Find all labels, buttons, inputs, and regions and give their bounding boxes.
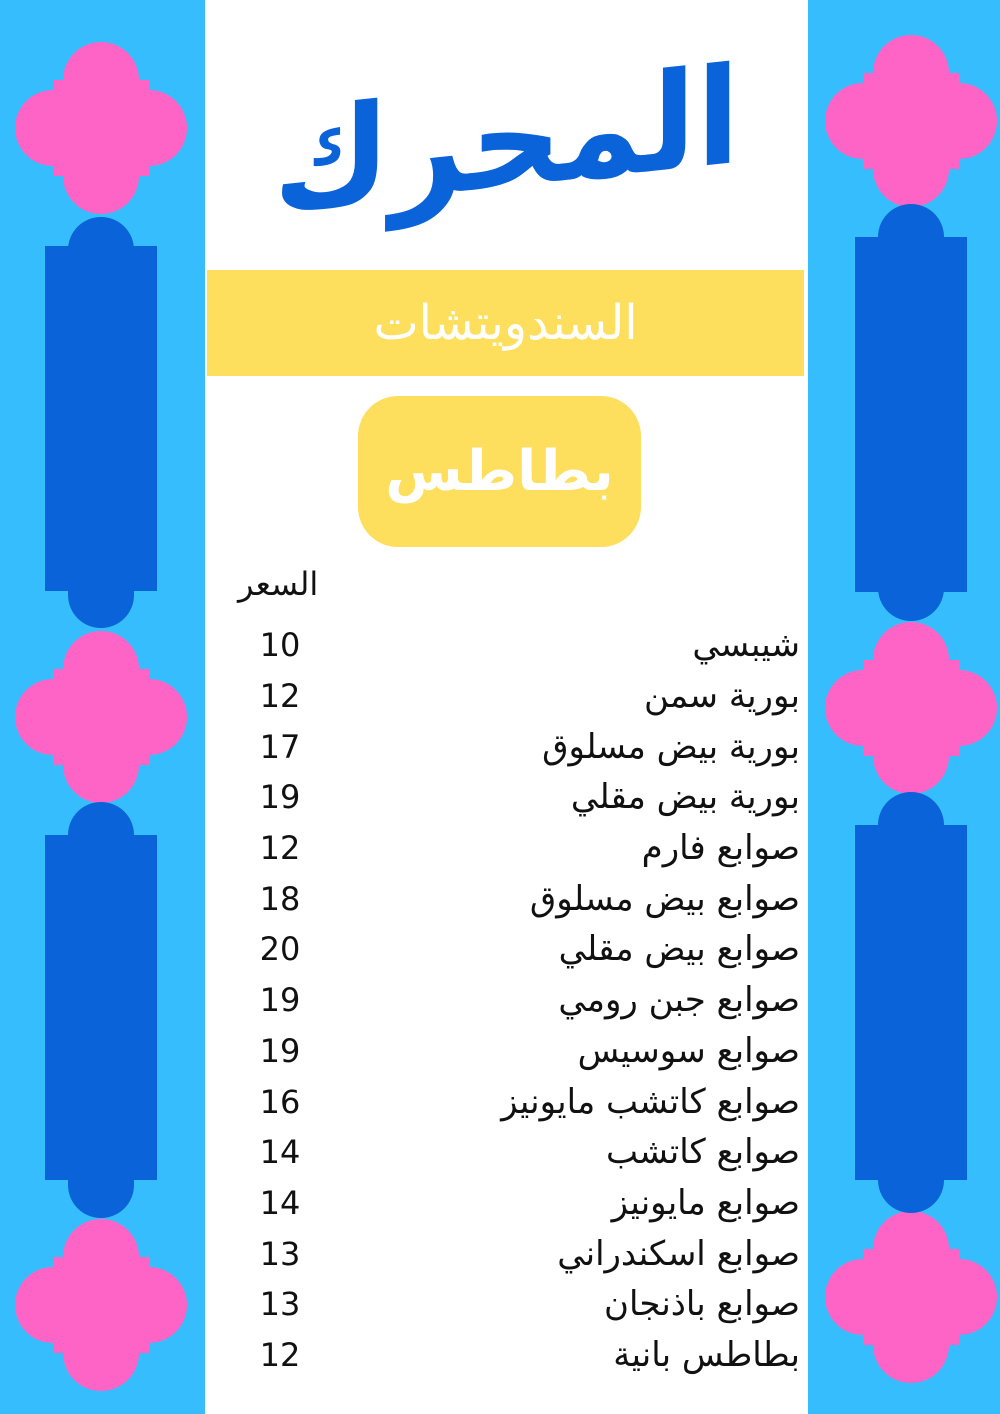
- menu-item: [230, 1026, 800, 1077]
- item-name: صوابع جبن رومي: [558, 980, 800, 1021]
- brand-logo-title: المحرك: [273, 37, 740, 243]
- item-price: 19: [259, 778, 301, 817]
- item-price: 19: [259, 981, 301, 1020]
- item-price: 13: [259, 1234, 301, 1273]
- item-name: شيبسي: [692, 625, 800, 666]
- category-badge: [358, 396, 641, 547]
- item-name: صوابع سوسيس: [577, 1030, 800, 1071]
- section-banner: [207, 270, 804, 376]
- item-price: 14: [259, 1183, 301, 1222]
- menu-item: [230, 1178, 800, 1229]
- item-price: 16: [259, 1082, 301, 1121]
- menu-item: [230, 873, 800, 924]
- menu-item: [230, 1279, 800, 1330]
- menu-item: [230, 975, 800, 1026]
- item-price: 14: [259, 1133, 301, 1172]
- menu-item: [230, 924, 800, 975]
- menu-item: [230, 671, 800, 722]
- left-decor-panel: [0, 0, 205, 1414]
- item-name: بورية سمن: [644, 676, 800, 717]
- menu-item: [230, 1330, 800, 1381]
- item-price: 13: [259, 1285, 301, 1324]
- item-name: بطاطس بانية: [613, 1334, 800, 1375]
- item-name: صوابع كاتشب: [606, 1132, 800, 1173]
- item-name: بورية بيض مسلوق: [542, 726, 800, 767]
- item-price: 18: [259, 879, 301, 918]
- menu-item: [230, 823, 800, 874]
- menu-item: [230, 772, 800, 823]
- price-column-header: السعر: [238, 565, 319, 603]
- item-name: صوابع مايونيز: [611, 1182, 800, 1223]
- item-price: 12: [259, 1335, 301, 1374]
- section-title: السندويتشات: [373, 295, 638, 351]
- right-decor-panel: [808, 0, 1000, 1414]
- item-price: 17: [259, 727, 301, 766]
- menu-item: [230, 1127, 800, 1178]
- menu-item: [230, 721, 800, 772]
- item-price: 20: [259, 930, 301, 969]
- menu-item: [230, 1076, 800, 1127]
- right-ornament-pattern: [808, 0, 1000, 1414]
- item-name: صوابع اسكندراني: [557, 1233, 800, 1274]
- category-label: بطاطس: [385, 439, 614, 504]
- item-price: 19: [259, 1031, 301, 1070]
- item-price: 12: [259, 829, 301, 868]
- item-name: صوابع فارم: [641, 828, 800, 869]
- item-name: صوابع بيض مسلوق: [529, 878, 800, 919]
- item-name: صوابع باذنجان: [604, 1284, 800, 1325]
- item-name: بورية بيض مقلي: [570, 777, 800, 818]
- item-name: صوابع بيض مقلي: [558, 929, 800, 970]
- item-price: 12: [259, 677, 301, 716]
- menu-item: [230, 1228, 800, 1279]
- menu-list: [230, 620, 800, 1380]
- left-ornament-pattern: [0, 0, 205, 1414]
- item-price: 10: [259, 626, 301, 665]
- item-name: صوابع كاتشب مايونيز: [501, 1081, 800, 1122]
- menu-item: [230, 620, 800, 671]
